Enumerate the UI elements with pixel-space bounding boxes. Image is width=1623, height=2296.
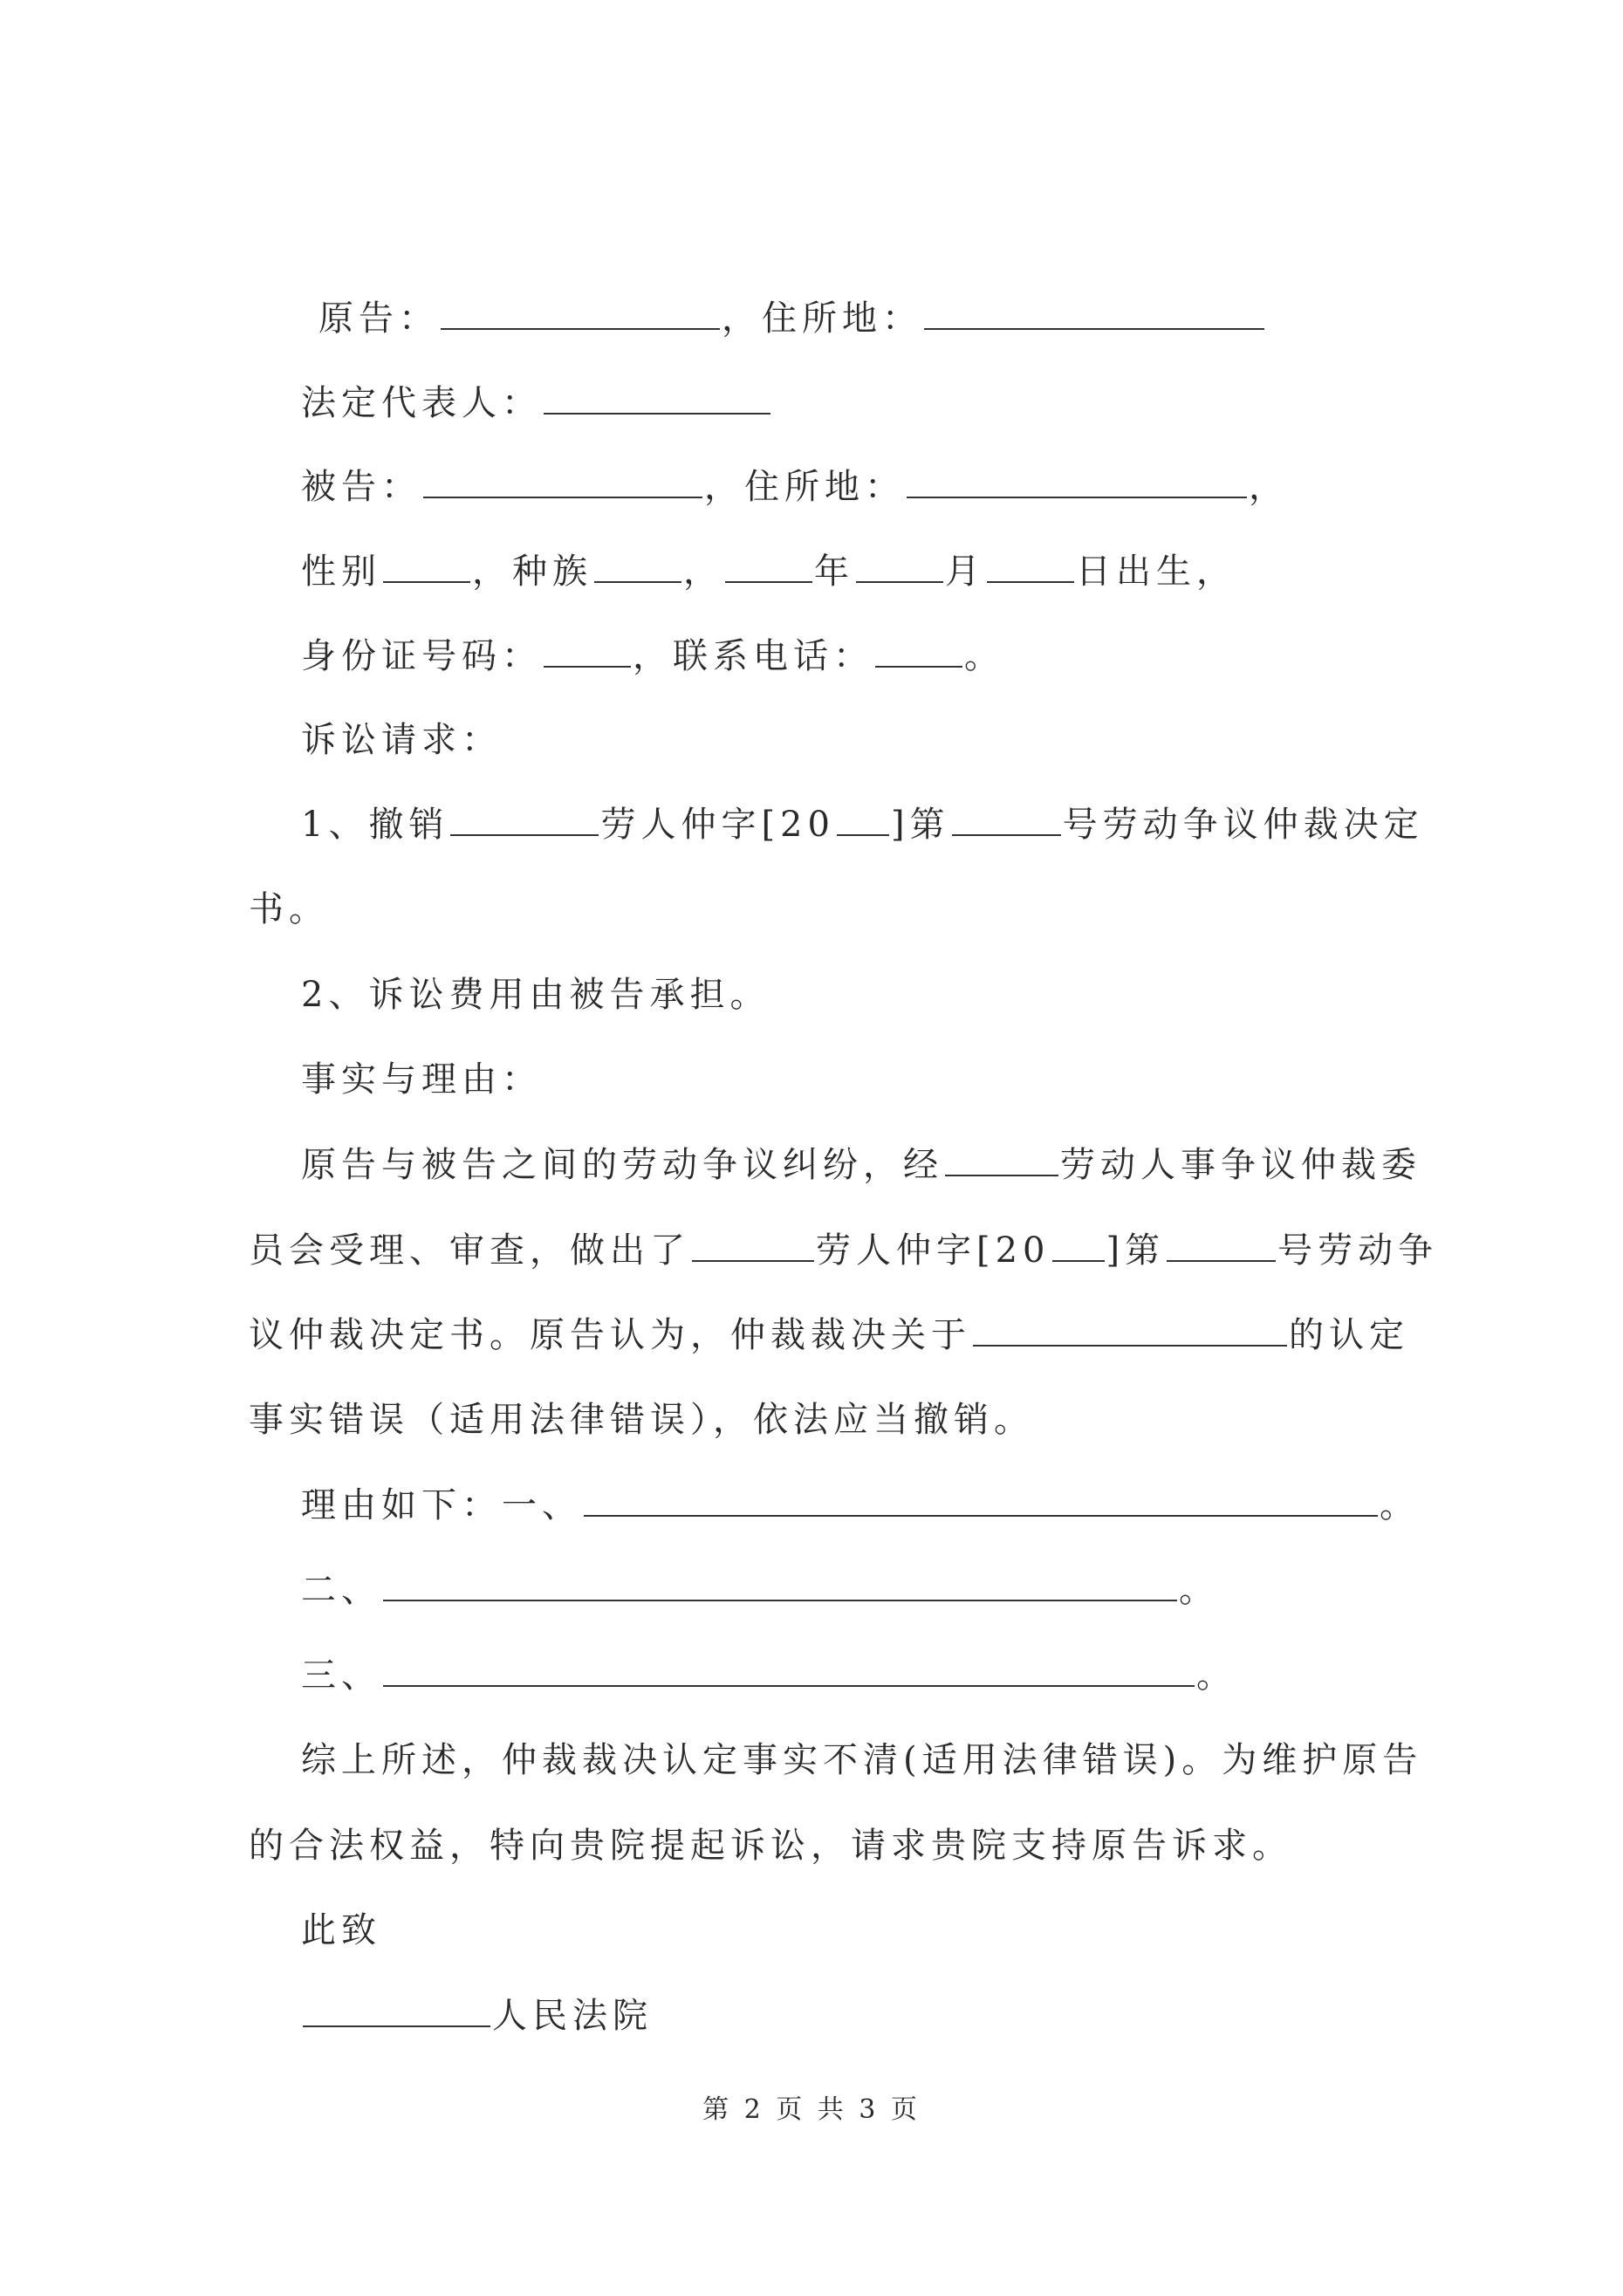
gender-label: 性别 [301,552,381,592]
phone-blank[interactable] [875,634,962,668]
facts-subject-blank[interactable] [973,1313,1287,1347]
period: 。 [1196,1655,1236,1696]
ethnicity-blank[interactable] [594,550,681,583]
facts-text-a: 原告与被告之间的劳动争议纠纷，经 [301,1145,943,1185]
birth-month-blank[interactable] [856,550,943,583]
reason-3-label: 三、 [301,1655,381,1696]
reason-1-blank[interactable] [584,1484,1378,1517]
facts-text-b: 劳动人事争议仲裁委 [1060,1145,1421,1185]
claims-heading: 诉讼请求： [301,720,502,760]
comma: ， [633,636,673,676]
reason-1-line [301,1479,1420,1532]
legal-rep-label: 法定代表人： [301,383,542,423]
claim-1-mid2: ]第 [890,805,950,845]
contact-line [301,630,1004,682]
reason-2-line [301,1564,1219,1616]
defendant-line [301,461,1289,513]
claim-1-prefix: 1、撤销 [301,805,449,845]
court-line [301,1990,653,2042]
legal-rep-blank[interactable] [544,381,770,415]
facts-number-blank[interactable] [1167,1229,1276,1262]
closing-text: 此致 [301,1910,381,1950]
comma: ， [704,467,744,507]
reason-3-blank[interactable] [383,1654,1195,1687]
day-label: 日出生， [1076,552,1236,592]
ethnicity-label: 种族 [512,552,592,592]
conclusion-line-2: 的合法权益，特向贵院提起诉讼，请求贵院支持原告诉求。 [249,1826,1292,1866]
facts-text-h: 的认定 [1289,1315,1409,1355]
court-name-blank[interactable] [303,1994,490,2027]
defendant-residence-blank[interactable] [907,465,1247,498]
page-footer: 第 2 页 共 3 页 [702,2094,921,2125]
claim-1-place-blank[interactable] [450,803,599,836]
facts-text-c: 员会受理、审查，做出了 [249,1230,690,1271]
facts-year-blank[interactable] [1052,1229,1105,1262]
month-label: 月 [945,552,985,592]
facts-line-1 [301,1139,1421,1191]
year-label: 年 [814,552,854,592]
facts-heading: 事实与理由： [301,1059,542,1100]
reason-2-blank[interactable] [383,1568,1177,1601]
birth-day-blank[interactable] [987,550,1074,583]
plaintiff-label: 原告： [318,298,439,339]
court-suffix: 人民法院 [492,1996,653,2036]
claim-1-year-blank[interactable] [837,803,889,836]
plaintiff-line [318,292,1266,345]
facts-committee-blank[interactable] [945,1143,1058,1176]
residence-label: 住所地： [744,467,905,507]
claim-1-continuation: 书。 [249,889,329,929]
id-label: 身份证号码： [301,636,542,676]
claim-1-mid1: 劳人仲字[20 [600,805,835,845]
phone-label: 联系电话： [673,636,873,676]
claim-1-number-blank[interactable] [952,803,1061,836]
comma: ， [683,552,723,592]
birth-year-blank[interactable] [725,550,812,583]
plaintiff-name-blank[interactable] [441,297,720,330]
reason-3-line [301,1649,1236,1702]
facts-text-f: 号劳动争 [1277,1230,1439,1271]
defendant-label: 被告： [301,467,421,507]
residence-label: 住所地： [762,298,922,339]
facts-place-blank[interactable] [692,1229,814,1262]
facts-line-4: 事实错误（适用法律错误），依法应当撤销。 [249,1400,1034,1440]
defendant-name-blank[interactable] [423,465,702,498]
gender-blank[interactable] [383,550,470,583]
facts-line-3 [249,1309,1409,1361]
claim-2-line: 2、诉讼费用由被告承担。 [301,975,770,1015]
facts-text-g: 议仲裁决定书。原告认为，仲裁裁决关于 [249,1315,971,1355]
facts-line-2 [249,1224,1438,1277]
personal-info-line [301,545,1236,598]
period: 。 [964,636,1004,676]
id-number-blank[interactable] [544,634,631,668]
legal-rep-line [301,377,772,429]
period: 。 [1179,1570,1219,1610]
reasons-label: 理由如下：一、 [301,1485,582,1525]
facts-text-d: 劳人仲字[20 [816,1230,1051,1271]
reason-2-label: 二、 [301,1570,381,1610]
comma: ， [472,552,512,592]
claim-1-line [301,798,1424,851]
plaintiff-residence-blank[interactable] [924,297,1264,330]
comma: ， [722,298,762,339]
period: 。 [1380,1485,1420,1525]
facts-text-e: ]第 [1106,1230,1166,1271]
comma: ， [1249,467,1289,507]
conclusion-line-1: 综上所述，仲裁裁决认定事实不清(适用法律错误)。为维护原告 [301,1740,1423,1780]
claim-1-suffix: 号劳动争议仲裁决定 [1062,805,1424,845]
